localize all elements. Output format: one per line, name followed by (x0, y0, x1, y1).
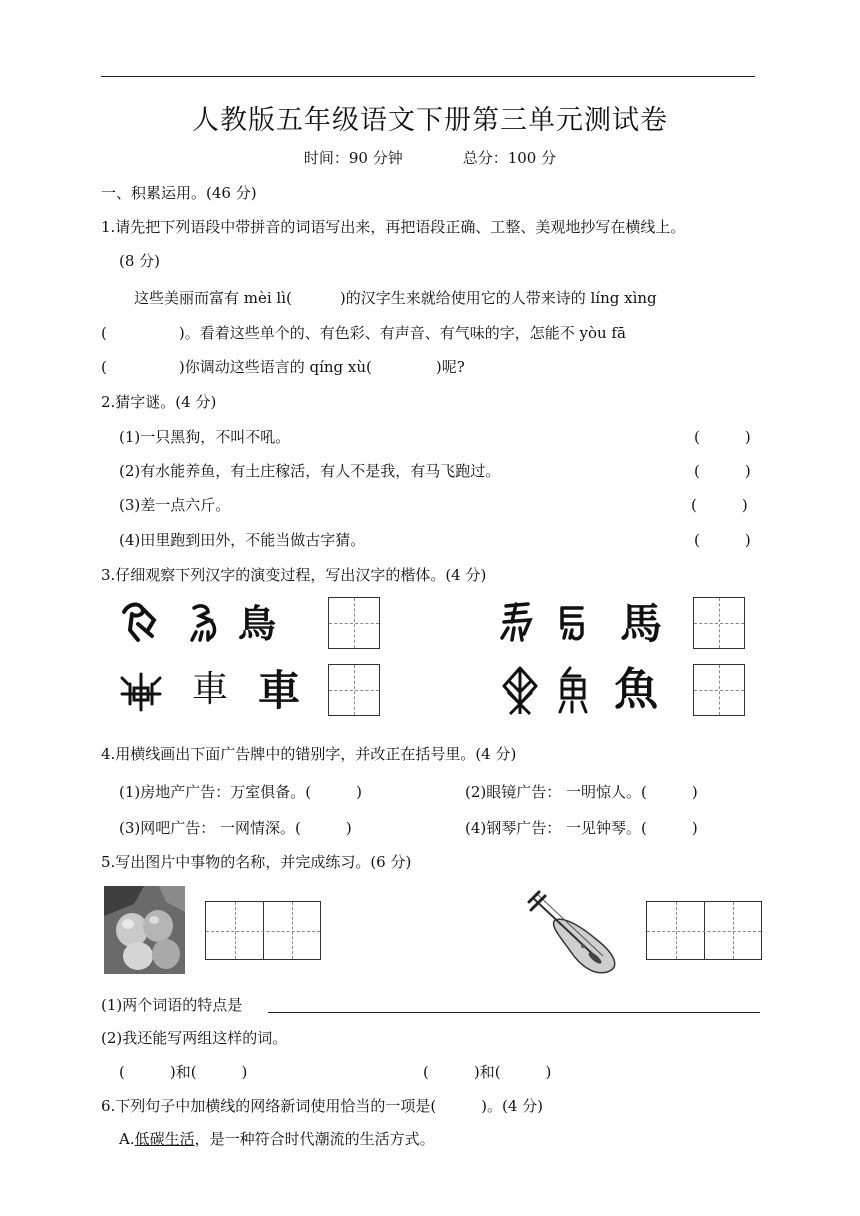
exam-total: 总分：100 分 (462, 149, 557, 167)
pipa-instrument-drawing (525, 888, 623, 974)
cart-seal-glyph: 車 (192, 669, 229, 710)
q1-score: (8 分) (119, 252, 161, 270)
q1-line3 (101, 356, 465, 377)
fish-seal-icon (556, 664, 590, 716)
answer-line[interactable] (268, 1012, 760, 1013)
word-pair-blank[interactable]: ( )和( ) (119, 1063, 248, 1081)
q1-line2 (101, 322, 626, 343)
ad-item: (4)钢琴广告： 一见钟琴。( ) (465, 819, 698, 837)
name-answer-grid[interactable] (646, 901, 762, 960)
q4-stem: 4.用横线画出下面广告牌中的错别字，并改正在括号里。(4 分) (101, 745, 517, 763)
horse-seal-icon (556, 602, 590, 644)
q6-stem: 6.下列句子中加横线的网络新词使用恰当的一项是( )。(4 分) (101, 1097, 544, 1115)
q1-line3-b: )你调动这些语言的 qíng xù( (178, 358, 372, 376)
q1-line2-b: )。看着这些单个的、有色彩、有声音、有气味的字，怎能不 yòu fā (178, 324, 626, 342)
horse-regular-glyph: 馬 (620, 599, 663, 648)
underlined-term: 低碳生活 (134, 1130, 195, 1148)
q5-stem: 5.写出图片中事物的名称，并完成练习。(6 分) (101, 853, 412, 871)
tian-grid-box[interactable] (693, 597, 745, 649)
ad-item: (1)房地产广告：万室俱备。( ) (119, 783, 362, 801)
tian-grid-box[interactable] (693, 664, 745, 716)
option-text: ，是一种符合时代潮流的生活方式。 (194, 1130, 435, 1148)
loquat-photo (104, 886, 185, 974)
word-pair-blank[interactable]: ( )和( ) (423, 1063, 552, 1081)
bird-regular-glyph: 鳥 (238, 601, 277, 646)
section-heading: 一、积累运用。(46 分) (101, 184, 257, 202)
tian-grid-box[interactable] (328, 664, 380, 716)
q1-line1-a: 这些美丽而富有 mèi lì( (134, 289, 292, 307)
q5-sub1: (1)两个词语的特点是 (101, 996, 243, 1014)
bird-seal-icon (186, 602, 222, 644)
q6-option-a[interactable] (119, 1128, 435, 1149)
q1-line1-b: )的汉字生来就给使用它的人带来诗的 líng xìng (339, 289, 657, 307)
cart-oracle-icon (118, 668, 164, 714)
exam-time: 时间：90 分钟 (303, 149, 403, 167)
name-answer-grid[interactable] (205, 901, 321, 960)
q3-stem: 3.仔细观察下列汉字的演变过程，写出汉字的楷体。(4 分) (101, 566, 487, 584)
q2-stem: 2.猜字谜。(4 分) (101, 393, 217, 411)
q1-line2-a: ( (101, 324, 107, 342)
ad-item: (3)网吧广告： 一网情深。( ) (119, 819, 352, 837)
option-letter: A. (119, 1130, 135, 1148)
riddle-answer-paren[interactable]: ( ) (691, 496, 748, 514)
q5-sub2: (2)我还能写两组这样的词。 (101, 1029, 288, 1047)
page-title: 人教版五年级语文下册第三单元测试卷 (192, 105, 668, 136)
riddle-item: (1)一只黑狗，不叫不吼。 (119, 428, 291, 446)
cart-regular-glyph: 車 (258, 666, 301, 715)
q1-line1 (134, 287, 657, 308)
fish-regular-glyph: 魚 (614, 664, 658, 715)
riddle-answer-paren[interactable]: ( ) (694, 531, 751, 549)
riddle-item: (4)田里跑到田外，不能当做古字猜。 (119, 531, 366, 549)
riddle-answer-paren[interactable]: ( ) (694, 462, 751, 480)
riddle-answer-paren[interactable]: ( ) (694, 428, 751, 446)
top-rule (101, 76, 755, 77)
q1-line3-c: )呢? (435, 358, 465, 376)
riddle-item: (3)差一点六斤。 (119, 496, 231, 514)
horse-oracle-icon (498, 600, 538, 646)
fish-oracle-icon (500, 664, 540, 718)
riddle-item: (2)有水能养鱼，有土庄稼活，有人不是我，有马飞跑过。 (119, 462, 501, 480)
bird-oracle-icon (118, 600, 160, 646)
exam-meta (0, 147, 860, 168)
q1-stem: 1.请先把下列语段中带拼音的词语写出来，再把语段正确、工整、美观地抄写在横线上。 (101, 218, 686, 236)
ad-item: (2)眼镜广告： 一明惊人。( ) (465, 783, 698, 801)
tian-grid-box[interactable] (328, 597, 380, 649)
q1-line3-a: ( (101, 358, 107, 376)
